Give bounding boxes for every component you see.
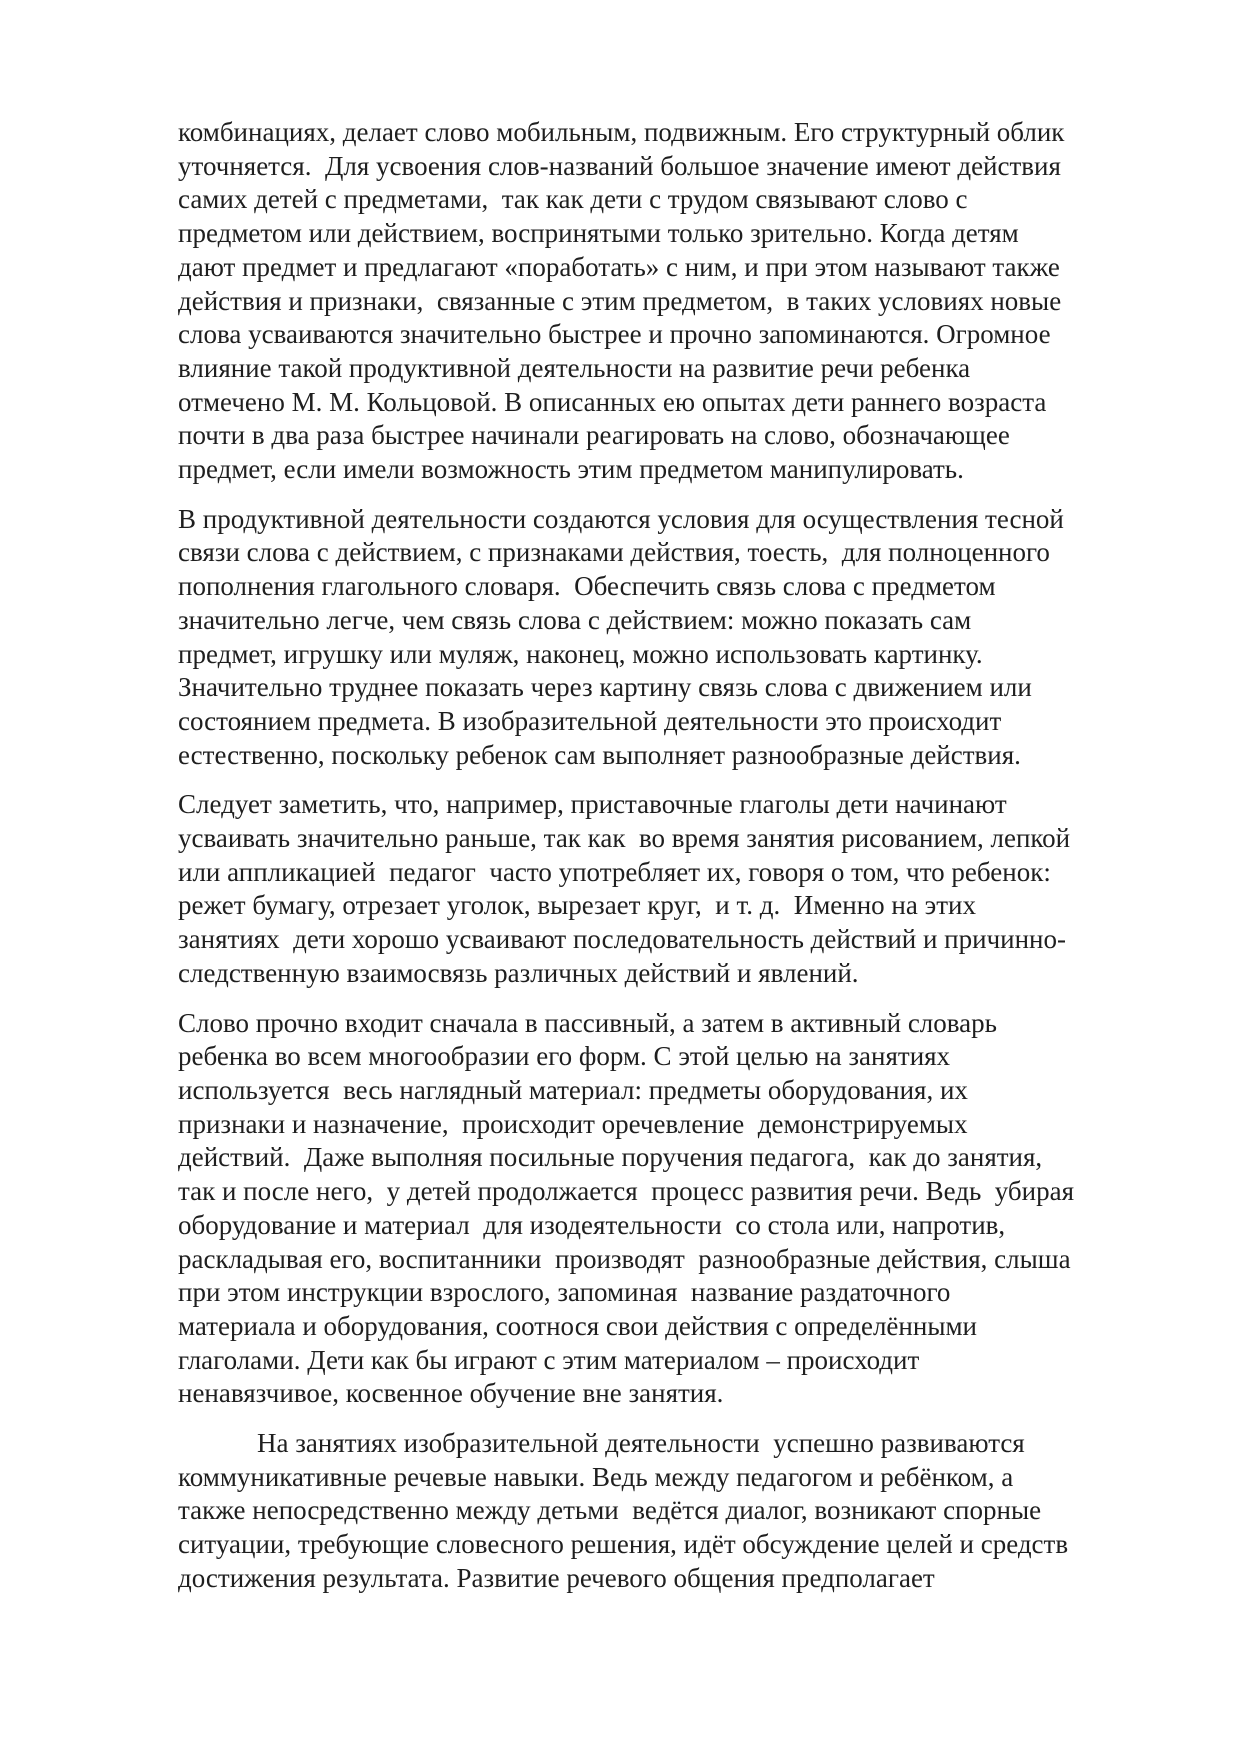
text-line: влияние такой продуктивной деятельности на развитие речи ребенка — [178, 352, 971, 383]
text-line: следственную взаимосвязь различных действий и явлений. — [178, 957, 859, 988]
paragraph-3 — [178, 788, 1158, 990]
text-line: глаголами. Дети как бы играют с этим материалом – происходит — [178, 1344, 920, 1375]
text-line: режет бумагу, отрезает уголок, вырезает круг, и т. д. Именно на этих — [178, 890, 976, 921]
text-line: используется весь наглядный материал: предметы оборудования, их — [178, 1074, 968, 1105]
text-line: В продуктивной деятельности создаются условия для осуществления тесной — [178, 503, 1064, 534]
text-line: ситуации, требующие словесного решения, идёт обсуждение целей и средств — [178, 1529, 1069, 1560]
text-line: коммуникативные речевые навыки. Ведь между педагогом и ребёнком, а — [178, 1461, 1014, 1492]
text-line: или аппликацией педагог часто употребляет их, говоря о том, что ребенок: — [178, 856, 1051, 887]
text-line: состоянием предмета. В изобразительной деятельности это происходит — [178, 705, 1002, 736]
text-line: пополнения глагольного словаря. Обеспечить связь слова с предметом — [178, 571, 996, 602]
text-line: материала и оборудования, соотнося свои действия с определёнными — [178, 1310, 977, 1341]
text-line: предмет, игрушку или муляж, наконец, можно использовать картинку. — [178, 638, 983, 669]
text-line: оборудование и материал для изодеятельности со стола или, напротив, — [178, 1209, 1006, 1240]
text-line: ненавязчивое, косвенное обучение вне занятия. — [178, 1378, 724, 1409]
text-line: действия и признаки, связанные с этим предметом, в таких условиях новые — [178, 285, 1062, 316]
text-line: самих детей с предметами, так как дети с трудом связывают слово с — [178, 184, 968, 215]
text-line: занятиях дети хорошо усваивают последовательность действий и причинно- — [178, 924, 1066, 955]
text-line: раскладывая его, воспитанники производят разнообразные действия, слыша — [178, 1243, 1071, 1274]
text-line: Значительно труднее показать через картину связь слова с движением или — [178, 672, 1032, 703]
text-line: связи слова с действием, с признаками действия, тоесть, для полноценного — [178, 537, 1050, 568]
paragraph-1 — [178, 116, 1158, 487]
text-line: действий. Даже выполняя посильные поручения педагога, как до занятия, — [178, 1142, 1043, 1173]
text-line: уточняется. Для усвоения слов-названий большое значение имеют действия — [178, 150, 1061, 181]
text-line: На занятиях изобразительной деятельности успешно развиваются — [257, 1428, 1025, 1459]
text-line: Слово прочно входит сначала в пассивный, а затем в активный словарь — [178, 1007, 997, 1038]
text-line: предметом или действием, воспринятыми только зрительно. Когда детям — [178, 218, 1019, 249]
text-line: также непосредственно между детьми ведётся диалог, возникают спорные — [178, 1495, 1042, 1526]
text-line: дают предмет и предлагают «поработать» с ним, и при этом называют также — [178, 251, 1060, 282]
text-line: при этом инструкции взрослого, запоминая название раздаточного — [178, 1277, 951, 1308]
text-line: Следует заметить, что, например, приставочные глаголы дети начинают — [178, 789, 1007, 820]
text-line: усваивать значительно раньше, так как во время занятия рисованием, лепкой — [178, 823, 1071, 854]
text-line: признаки и назначение, происходит оречевление демонстрируемых — [178, 1108, 968, 1139]
text-line: значительно легче, чем связь слова с действием: можно показать сам — [178, 604, 972, 635]
text-line: комбинациях, делает слово мобильным, подвижным. Его структурный облик — [178, 117, 1065, 147]
text-line: слова усваиваются значительно быстрее и прочно запоминаются. Огромное — [178, 319, 1051, 350]
text-line: предмет, если имели возможность этим предметом манипулировать. — [178, 454, 964, 485]
text-line: почти в два раза быстрее начинали реагировать на слово, обозначающее — [178, 420, 1010, 451]
paragraph-4 — [178, 1007, 1158, 1411]
paragraph-5 — [178, 1427, 1158, 1596]
text-line: так и после него, у детей продолжается процесс развития речи. Ведь убирая — [178, 1176, 1075, 1207]
text-line: отмечено М. М. Кольцовой. В описанных ею опытах дети раннего возраста — [178, 386, 1047, 417]
paragraph-2 — [178, 503, 1158, 773]
text-line: ребенка во всем многообразии его форм. С этой целью на занятиях — [178, 1041, 951, 1072]
text-line: естественно, поскольку ребенок сам выполняет разнообразные действия. — [178, 739, 1021, 770]
text-line: достижения результата. Развитие речевого общения предполагает — [178, 1562, 935, 1593]
body-text — [178, 116, 1158, 1612]
